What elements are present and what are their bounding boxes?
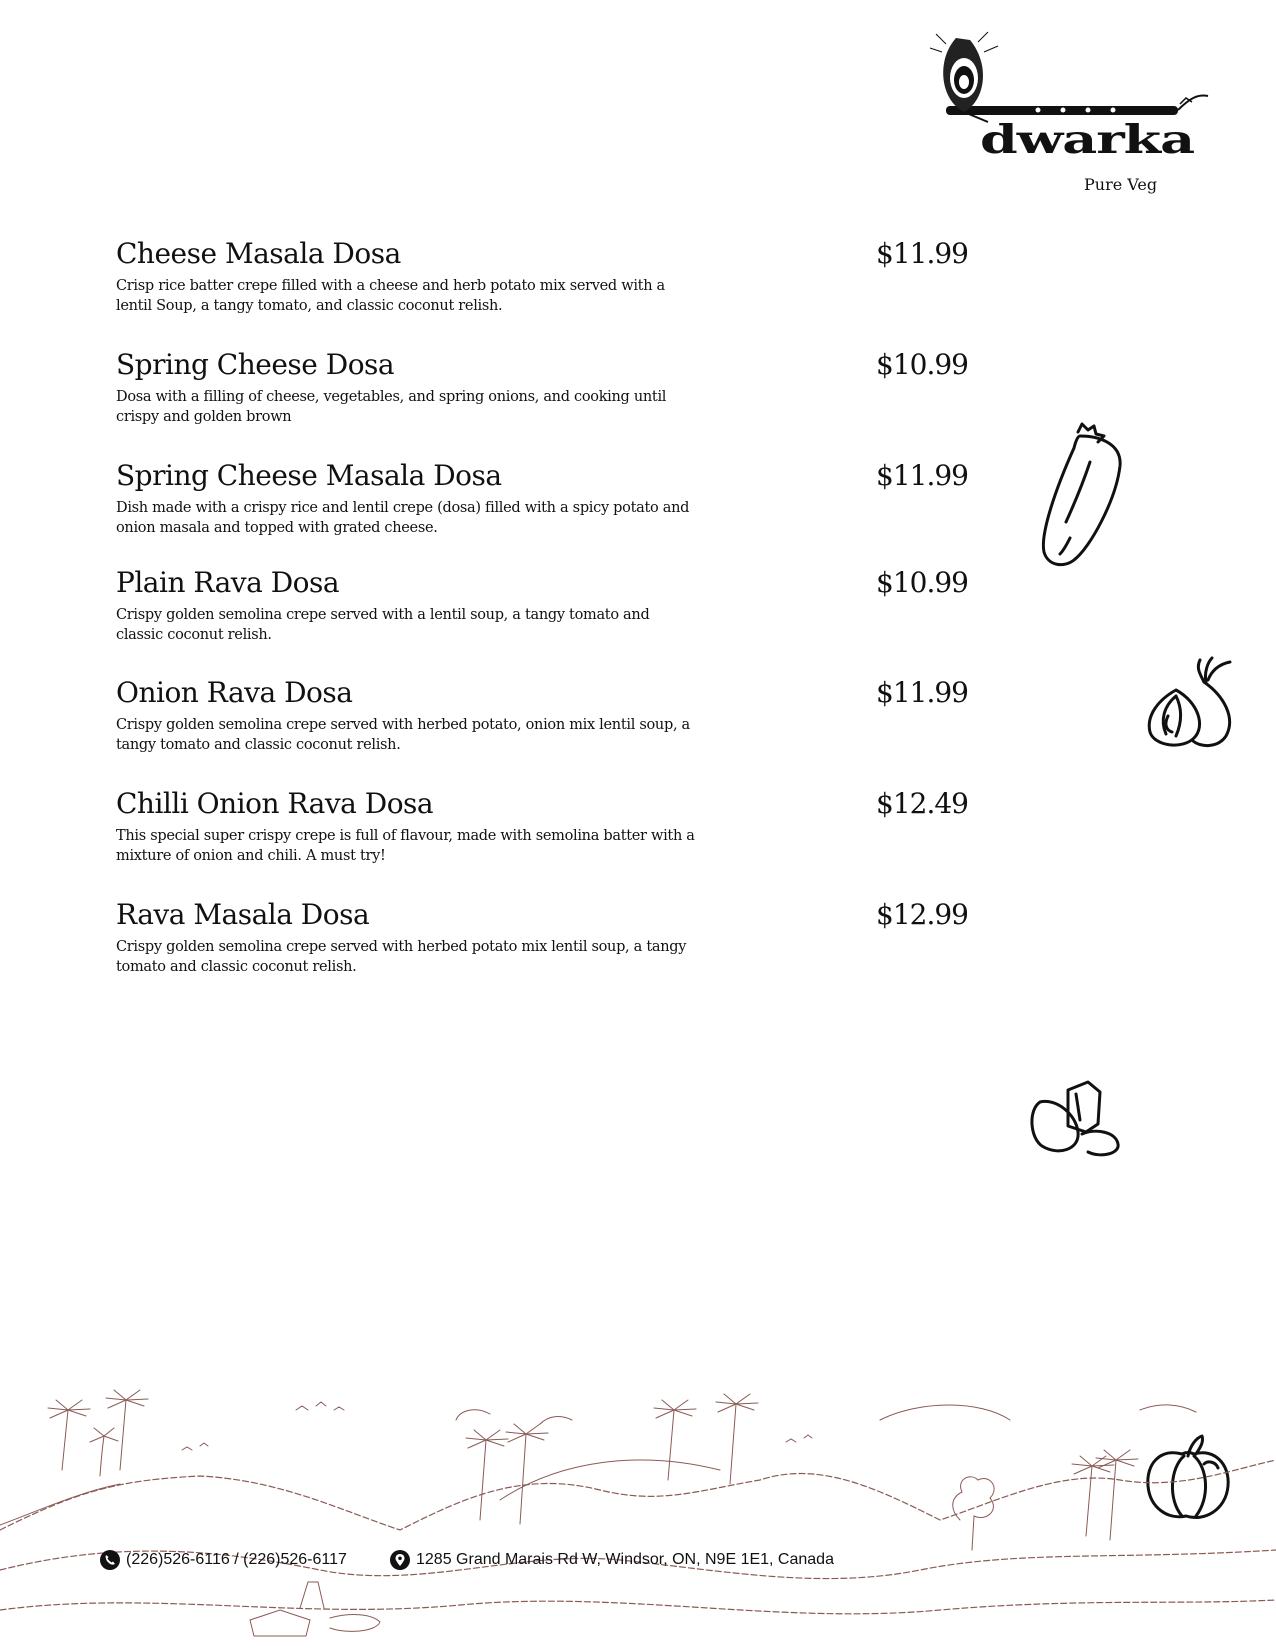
menu-item-description: Crispy golden semolina crepe served with a lentil soup, a tangy tomato and classic coconut relish. <box>116 607 650 643</box>
menu-item-name: Cheese Masala Dosa <box>116 237 401 270</box>
menu-item <box>116 236 976 347</box>
menu-item <box>116 675 976 786</box>
menu-item <box>116 786 976 897</box>
menu-item-description: Dish made with a crispy rice and lentil crepe (dosa) filled with a spicy potato and onion masala and topped with grated cheese. <box>116 500 690 536</box>
menu-item-description: This special super crispy crepe is full of flavour, made with semolina batter with a mixture of onion and chili. A must try! <box>116 828 695 864</box>
brand-name: dwarka <box>980 116 1195 163</box>
footer-address <box>390 1548 834 1572</box>
menu-item-description: Crispy golden semolina crepe served with herbed potato, onion mix lentil soup, a tangy tomato and classic coconut relish. <box>116 717 690 753</box>
cucumber-icon <box>1030 418 1130 572</box>
menu-item-price: $10.99 <box>876 348 968 381</box>
garlic-icon <box>1142 656 1238 752</box>
menu-item-name: Plain Rava Dosa <box>116 566 340 599</box>
menu-item-price: $11.99 <box>876 237 968 270</box>
menu-item <box>116 897 976 1008</box>
menu-item <box>116 565 976 675</box>
menu-item-price: $10.99 <box>876 566 968 599</box>
menu-item-price: $11.99 <box>876 676 968 709</box>
menu-item-price: $11.99 <box>876 459 968 492</box>
address-text[interactable]: 1285 Grand Marais Rd W, Windsor, ON, N9E 1E1, Canada <box>416 1551 834 1568</box>
menu-item-description: Crispy golden semolina crepe served with herbed potato mix lentil soup, a tangy tomato and classic coconut relish. <box>116 939 687 975</box>
menu-item-description: Dosa with a filling of cheese, vegetables, and spring onions, and cooking until crispy and golden brown <box>116 389 667 425</box>
mushroom-icon <box>1028 1080 1122 1160</box>
menu-item-price: $12.49 <box>876 787 968 820</box>
location-pin-icon <box>390 1550 410 1570</box>
menu-item-description: Crisp rice batter crepe filled with a cheese and herb potato mix served with a lentil Soup, a tangy tomato, and classic coconut relish. <box>116 278 665 314</box>
menu-item-name: Rava Masala Dosa <box>116 898 370 931</box>
brand-tagline: Pure Veg <box>1084 175 1158 194</box>
menu-item <box>116 347 976 458</box>
phone-icon <box>100 1550 120 1570</box>
menu-list <box>116 236 976 1008</box>
landscape-illustration <box>0 1380 1276 1651</box>
menu-item-name: Onion Rava Dosa <box>116 676 353 709</box>
brand-logo <box>928 30 1218 194</box>
menu-item-price: $12.99 <box>876 898 968 931</box>
menu-item-name: Chilli Onion Rava Dosa <box>116 787 434 820</box>
menu-item <box>116 458 976 565</box>
menu-item-name: Spring Cheese Masala Dosa <box>116 459 502 492</box>
menu-item-name: Spring Cheese Dosa <box>116 348 395 381</box>
phone-numbers[interactable]: (226)526-6116 / (226)526-6117 <box>126 1551 347 1568</box>
footer-phone <box>100 1548 347 1572</box>
